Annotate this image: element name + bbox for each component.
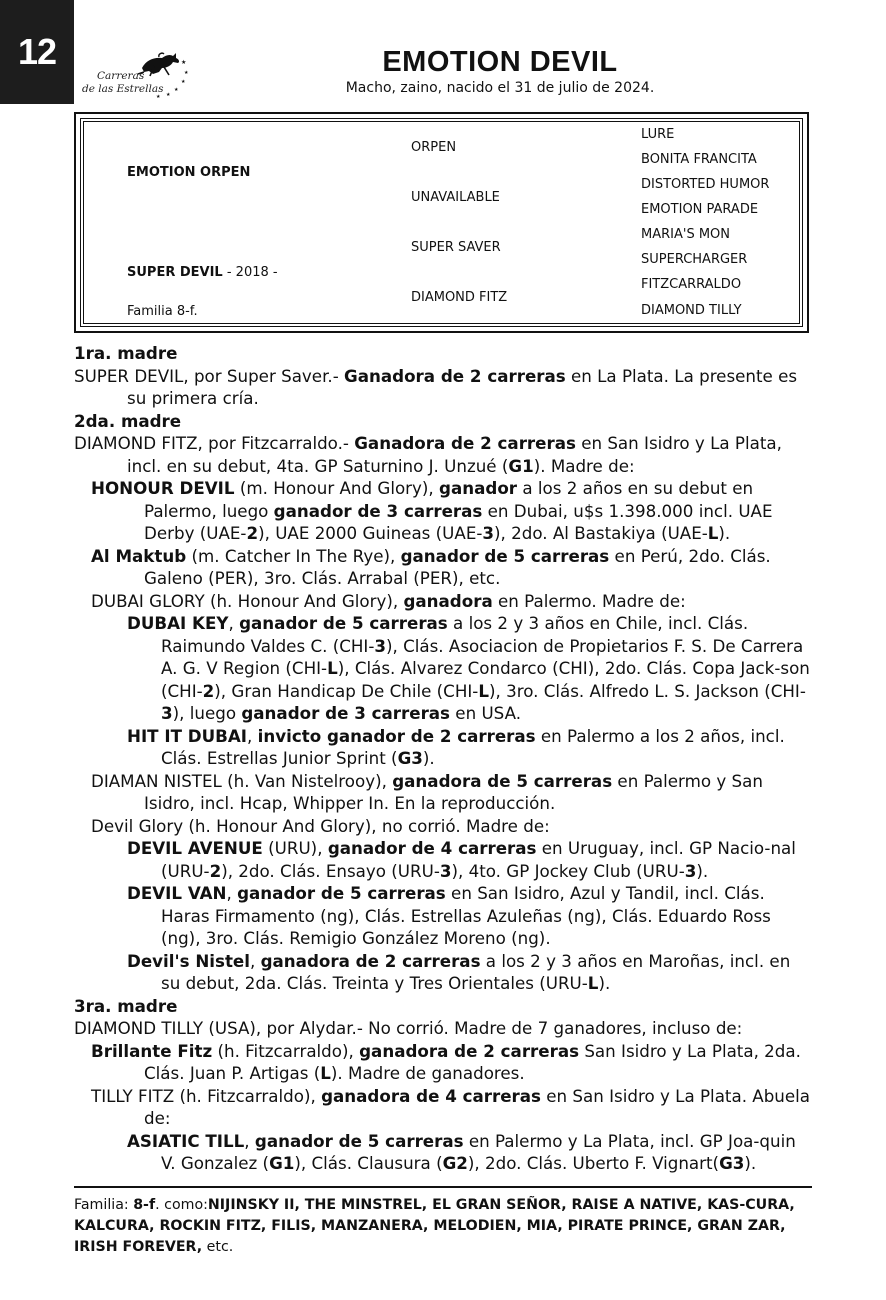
text: (m. Honour And Glory), [234, 478, 440, 498]
svg-text:★: ★ [174, 87, 179, 93]
bold-text: L [478, 680, 489, 701]
bold-text: Brillante Fitz [91, 1040, 213, 1061]
text: en Uruguay, incl. GP Nacio-nal (URU- [161, 838, 796, 881]
produce-entry [74, 882, 814, 950]
pedigree-dam-year: - 2018 - [222, 265, 278, 280]
produce-entry [74, 815, 814, 838]
text: ). [696, 860, 709, 881]
bold-text: 3 [482, 523, 495, 543]
produce-entry [74, 725, 814, 770]
text: SUPER DEVIL, por Super Saver.- [74, 365, 345, 386]
pedigree-dam: SUPER DEVIL [127, 265, 223, 280]
text: ), UAE 2000 Guineas (UAE- [258, 523, 483, 543]
produce-entry [74, 477, 814, 545]
bold-text: G2 [442, 1153, 468, 1173]
produce-entry [74, 1085, 814, 1130]
svg-text:★: ★ [181, 59, 187, 66]
text: ), 2do. Clás. Uberto F. Vignart( [467, 1153, 720, 1173]
bold-text: Devil's Nistel [127, 950, 250, 971]
bold-text: HONOUR DEVIL [91, 478, 235, 498]
produce-entry [74, 1130, 814, 1175]
pedigree-g3-8: DIAMOND TILLY [641, 303, 742, 318]
text: , [226, 883, 238, 903]
text: en Palermo y San Isidro, incl. Hcap, Whipper In. En la reproducción. [144, 770, 763, 813]
text: ). Madre de: [533, 455, 635, 476]
bold-text: ganadora de 2 carreras [359, 1040, 580, 1061]
bold-text: ganador de 5 carreras [400, 545, 610, 566]
bold-text: DEVIL AVENUE [127, 838, 263, 858]
text: San Isidro y La Plata, 2da. Clás. Juan P. Artigas ( [144, 1040, 801, 1083]
text: DIAMAN NISTEL (h. Van Nistelrooy), [91, 770, 393, 791]
text: ). [598, 973, 611, 993]
text: a los 2 años en su debut en Palermo, luego [144, 478, 754, 521]
text: en Palermo. Madre de: [492, 590, 686, 611]
bold-text: G1 [269, 1153, 295, 1173]
bold-text: ASIATIC TILL [127, 1130, 245, 1151]
dam-entry [74, 432, 814, 477]
text: en Perú, 2do. Clás. Galeno (PER), 3ro. Clás. Arrabal (PER), etc. [144, 545, 771, 588]
text: a los 2 y 3 años en Chile, incl. Clás. Raimundo Valdes C. (CHI- [161, 613, 749, 656]
pedigree-sire: EMOTION ORPEN [127, 165, 251, 180]
bold-text: L [707, 523, 719, 543]
text: , [249, 950, 261, 971]
produce-entry [74, 1040, 814, 1085]
text: , [247, 725, 258, 746]
text: DIAMOND FITZ, por Fitzcarraldo.- [74, 433, 355, 453]
bold-text: ganador de 5 carreras [239, 613, 448, 633]
bold-text: Ganadora de 2 carreras [344, 365, 566, 386]
bold-text: ganador de 3 carreras [273, 500, 483, 521]
text: ), Gran Handicap De Chile (CHI- [214, 680, 479, 701]
text: en Palermo a los 2 años, incl. Clás. Estrellas Junior Sprint ( [161, 725, 785, 768]
bold-text: G3 [397, 748, 423, 768]
text: en San Isidro y La Plata. Abuela de: [144, 1085, 811, 1128]
pedigree-sire-sire: ORPEN [411, 140, 457, 155]
footer-divider [74, 1186, 812, 1188]
bold-text: G1 [508, 455, 534, 476]
bold-text: ganadora de 2 carreras [260, 950, 481, 971]
bold-text: ganador de 4 carreras [327, 838, 537, 858]
bold-text: NIJINSKY II, THE MINSTREL, EL GRAN SEÑOR, RAISE A NATIVE, KAS-CURA, KALCURA, ROCKIN FITZ, FILIS, MANZANERA, MELODIEN, MIA, PIRATE PRINCE, GRAN ZAR, IRISH FOREVER, [74, 1197, 795, 1255]
pedigree-g3-2: BONITA FRANCITA [641, 152, 757, 167]
pedigree-dam-sire: SUPER SAVER [411, 240, 501, 255]
pedigree-sire-dam: UNAVAILABLE [411, 190, 500, 205]
text: ), Clás. Alvarez Condarco (CHI), 2do. Clás. Copa Jack-son (CHI- [161, 658, 810, 701]
text: ). [718, 523, 731, 543]
pedigree-dam-row [127, 265, 278, 280]
pedigree-g3-4: EMOTION PARADE [641, 202, 759, 217]
bold-text: 3 [161, 703, 173, 723]
pedigree-dam-dam: DIAMOND FITZ [411, 290, 508, 305]
text: (m. Catcher In The Rye), [186, 545, 401, 566]
text: (URU), [262, 838, 328, 858]
logo [80, 50, 192, 100]
text: ), 2do. Al Bastakiya (UAE- [494, 523, 708, 543]
text: en San Isidro, Azul y Tandil, incl. Clás. Haras Firmamento (ng), Clás. Estrellas Azuleñas (ng), Clás. Eduardo Ross (ng), 3ro. Clás. Remigio González Moreno (ng). [161, 883, 771, 948]
text: ), 3ro. Clás. Alfredo L. S. Jackson (CHI- [488, 680, 806, 701]
bold-text: 2 [246, 523, 259, 543]
text: a los 2 y 3 años en Maroñas, incl. en su debut, 2da. Clás. Treinta y Tres Orientales (URU- [161, 950, 791, 993]
bold-text: 2 [202, 680, 215, 701]
text: ). [744, 1153, 757, 1173]
bold-text: ganadora [403, 590, 493, 611]
section-title: 1ra. madre [74, 343, 178, 363]
horse-info: Macho, zaino, nacido el 31 de julio de 2024. [345, 80, 655, 96]
produce-entry [74, 837, 814, 882]
bold-text: invicto ganador de 2 carreras [257, 725, 536, 746]
bold-text: ganador [439, 478, 518, 498]
dam-entry [74, 1017, 814, 1040]
bold-text: Al Maktub [91, 545, 187, 566]
bold-text: ganadora de 5 carreras [392, 770, 613, 791]
pedigree-g3-6: SUPERCHARGER [641, 252, 748, 267]
text: DUBAI GLORY (h. Honour And Glory), [91, 590, 404, 611]
bold-text: 8-f [133, 1197, 156, 1213]
svg-text:★: ★ [156, 94, 161, 100]
family-footer [74, 1195, 812, 1258]
bold-text: 2 [209, 860, 222, 881]
pedigree-g3-7: FITZCARRALDO [641, 277, 742, 292]
produce-record [74, 342, 814, 1175]
bold-text: DUBAI KEY [127, 613, 229, 633]
bold-text: 3 [374, 635, 386, 656]
text: ), luego [172, 703, 242, 723]
text: , [244, 1130, 255, 1151]
produce-entry [74, 950, 814, 995]
bold-text: HIT IT DUBAI [127, 725, 248, 746]
text: ), 2do. Clás. Ensayo (URU- [221, 860, 440, 881]
bold-text: Ganadora de 2 carreras [354, 433, 576, 453]
text: en USA. [450, 703, 521, 723]
pedigree-g3-3: DISTORTED HUMOR [641, 177, 770, 192]
pedigree-g3-1: LURE [641, 127, 675, 142]
bold-text: 3 [684, 860, 697, 881]
section-title: 2da. madre [74, 410, 182, 431]
text: TILLY FITZ (h. Fitzcarraldo), [91, 1085, 322, 1106]
text: ). Madre de ganadores. [330, 1063, 525, 1083]
bold-text: G3 [719, 1153, 745, 1173]
bold-text: ganadora de 4 carreras [321, 1085, 541, 1106]
text: , [228, 613, 240, 633]
text: Familia: [74, 1197, 134, 1213]
bold-text: DEVIL VAN [127, 883, 227, 903]
bold-text: 3 [439, 860, 452, 881]
produce-entry [74, 612, 814, 725]
text: ), 4to. GP Jockey Club (URU- [451, 860, 685, 881]
bold-text: ganador de 3 carreras [241, 703, 450, 723]
dam-entry [74, 365, 814, 410]
text: etc. [202, 1239, 234, 1255]
logo-text-line1: Carreras [97, 70, 145, 82]
text: (h. Fitzcarraldo), [212, 1040, 360, 1061]
bold-text: L [320, 1063, 331, 1083]
text: en Palermo y La Plata, incl. GP Joa-quin V. Gonzalez ( [161, 1130, 796, 1173]
logo-text-line2: de las Estrellas [82, 83, 164, 95]
text: ). [422, 748, 435, 768]
bold-text: ganador de 5 carreras [237, 883, 446, 903]
pedigree-family: Familia 8-f. [127, 304, 198, 319]
text: en Dubai, u$s 1.398.000 incl. UAE Derby (UAE- [144, 500, 773, 543]
svg-text:★: ★ [184, 70, 189, 76]
bold-text: L [327, 658, 338, 678]
text: . como: [155, 1197, 208, 1213]
text: ), Clás. Asociacion de Propietarios F. S. De Carrera A. G. V Region (CHI- [161, 635, 804, 678]
pedigree-g3-5: MARIA'S MON [641, 227, 731, 242]
text: en La Plata. La presente es su primera cría. [127, 365, 798, 408]
produce-entry [74, 545, 814, 590]
svg-text:★: ★ [166, 92, 171, 98]
horse-name: EMOTION DEVIL [382, 46, 618, 78]
text: en San Isidro y La Plata, incl. en su debut, 4ta. GP Saturnino J. Unzué ( [127, 433, 782, 476]
lot-number: 12 [0, 0, 74, 104]
produce-entry [74, 590, 814, 613]
bold-text: ganador de 5 carreras [254, 1130, 464, 1151]
svg-text:★: ★ [181, 79, 186, 85]
text: ), Clás. Clausura ( [294, 1153, 443, 1173]
text: DIAMOND TILLY (USA), por Alydar.- No corrió. Madre de 7 ganadores, incluso de: [74, 1018, 743, 1038]
bold-text: L [587, 973, 599, 993]
text: Devil Glory (h. Honour And Glory), no corrió. Madre de: [91, 815, 550, 836]
produce-entry [74, 770, 814, 815]
section-title: 3ra. madre [74, 995, 178, 1016]
